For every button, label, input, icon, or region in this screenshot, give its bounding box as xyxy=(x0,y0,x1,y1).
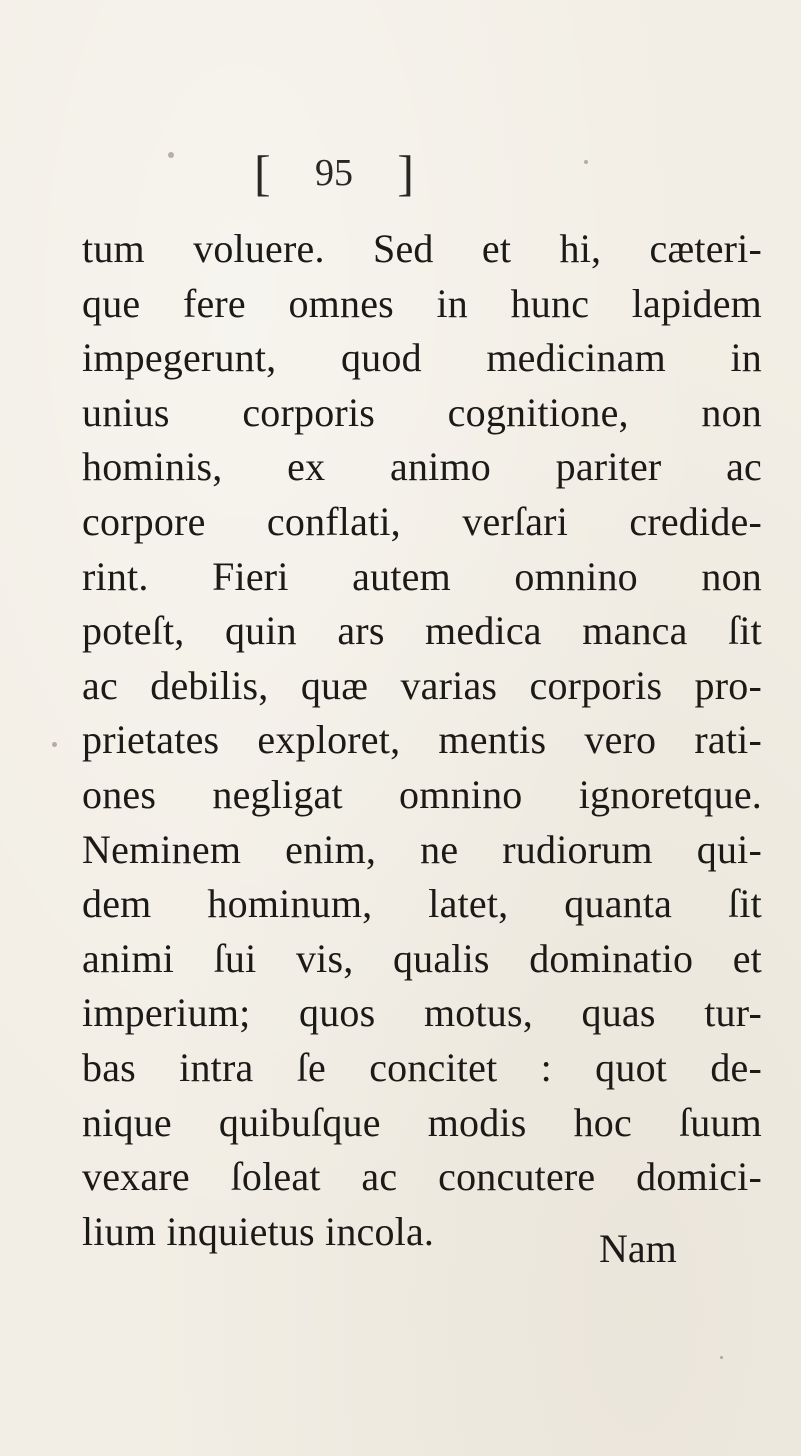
text-line: que fere omnes in hunc lapidem xyxy=(82,280,762,326)
text-line: ac debilis, quæ varias corporis pro- xyxy=(82,662,762,708)
text-line: impegerunt, quod medicinam in xyxy=(82,335,762,381)
text-line: animi ſui vis, qualis dominatio et xyxy=(82,935,762,981)
paper-speck xyxy=(720,1356,723,1359)
text-line: Neminem enim, ne rudiorum qui- xyxy=(82,826,762,872)
paper-speck xyxy=(584,160,588,164)
text-line: vexare ſoleat ac concutere domici- xyxy=(82,1154,762,1200)
text-line: bas intra ſe concitet : quot de- xyxy=(82,1044,762,1090)
text-line-last: lium inquietus incola. xyxy=(82,1208,435,1254)
text-line: prietates exploret, mentis vero rati- xyxy=(82,717,762,763)
header-left-bracket: [ xyxy=(254,145,271,201)
text-line: hominis, ex animo pariter ac xyxy=(82,444,762,490)
header-right-bracket: ] xyxy=(397,145,414,201)
text-line: rint. Fieri autem omnino non xyxy=(82,553,762,599)
catchword: Nam xyxy=(599,1226,677,1271)
text-line: tum voluere. Sed et hi, cæteri- xyxy=(82,226,762,271)
text-line: poteſt, quin ars medica manca ſit xyxy=(82,608,762,654)
page-number: 95 xyxy=(315,152,353,194)
text-line: unius corporis cognitione, non xyxy=(82,389,762,435)
paper-speck xyxy=(52,742,57,747)
text-line: dem hominum, latet, quanta ſit xyxy=(82,881,762,927)
page-header xyxy=(254,145,414,201)
text-line: imperium; quos motus, quas tur- xyxy=(82,990,762,1036)
paper-speck xyxy=(168,152,174,158)
text-line: ones negligat omnino ignoretque. xyxy=(82,771,762,817)
text-line: nique quibuſque modis hoc ſuum xyxy=(82,1099,762,1145)
text-line: corpore conflati, verſari credide- xyxy=(82,498,762,544)
body-text xyxy=(82,222,762,1259)
